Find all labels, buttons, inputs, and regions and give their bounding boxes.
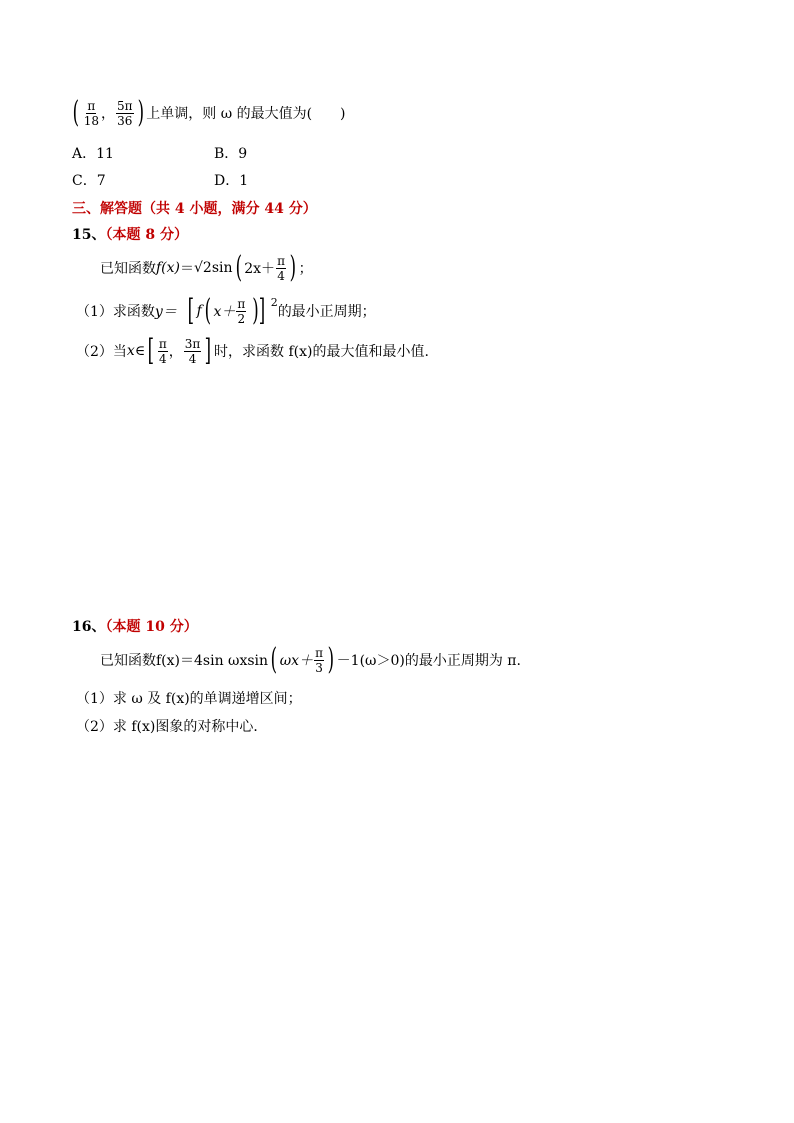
q16-stem: 已知函数 f(x)＝4sin ωxsin ( ωx＋ $\frac{\pi}{3}$ ) －1(ω＞0)的最小正周期为 π. — [100, 642, 521, 677]
q15-part1: （1）求函数 y＝ [ f ( x＋ $\frac{\pi}{2}$ )] $^2$ 的最小正周期； — [76, 293, 376, 328]
option-b: B．9 — [214, 146, 248, 162]
q16-score: （本题 10 分） — [105, 619, 198, 635]
top-fragment-line — [70, 95, 346, 130]
comma: ， — [101, 106, 115, 122]
option-c: C．7 — [72, 173, 106, 189]
option-a: A．11 — [72, 146, 114, 162]
q15-p2-fraction-2: $\frac{3\pi}{4}$ — [184, 336, 201, 366]
fragment-text: 上单调，则 ω 的最大值为( ) — [146, 106, 346, 122]
q15-score: （本题 8 分） — [105, 227, 188, 243]
q16-number: 16、 — [72, 619, 106, 635]
section-title: 三、解答题（共 4 小题，满分 44 分） — [72, 201, 317, 217]
q15-stem-fraction: $\frac{\pi}{4}$ — [277, 253, 285, 283]
q15-stem: 已知函数 f(x) ＝ √2 sin ( 2x＋ $\frac{\pi}{4}$ ) ； — [100, 250, 313, 285]
q16-part2: （2）求 f(x)图象的对称中心． — [76, 719, 268, 735]
close-paren: ) — [137, 95, 144, 130]
q15-p2-fraction-1: $\frac{\pi}{4}$ — [158, 336, 167, 366]
q16-stem-fraction: $\frac{\pi}{3}$ — [315, 645, 323, 675]
q15-header — [72, 224, 188, 244]
fraction-5pi-36: $\frac{5\pi}{36}$ — [117, 98, 133, 128]
q15-part2: （2）当 x∈ [ $\frac{\pi}{4}$ ， $\frac{3\pi}{4}$ ] 时，求函数 f(x)的最大值和最小值. — [76, 333, 429, 368]
open-paren: ( — [72, 95, 80, 130]
q15-number: 15、 — [72, 227, 106, 243]
q15-p1-fraction: $\frac{\pi}{2}$ — [237, 296, 246, 326]
q16-header — [72, 616, 198, 636]
q16-part1: （1）求 ω 及 f(x)的单调递增区间； — [76, 691, 302, 707]
fraction-pi-18: $\frac{\pi}{18}$ — [83, 98, 99, 128]
option-d: D．1 — [214, 173, 249, 189]
